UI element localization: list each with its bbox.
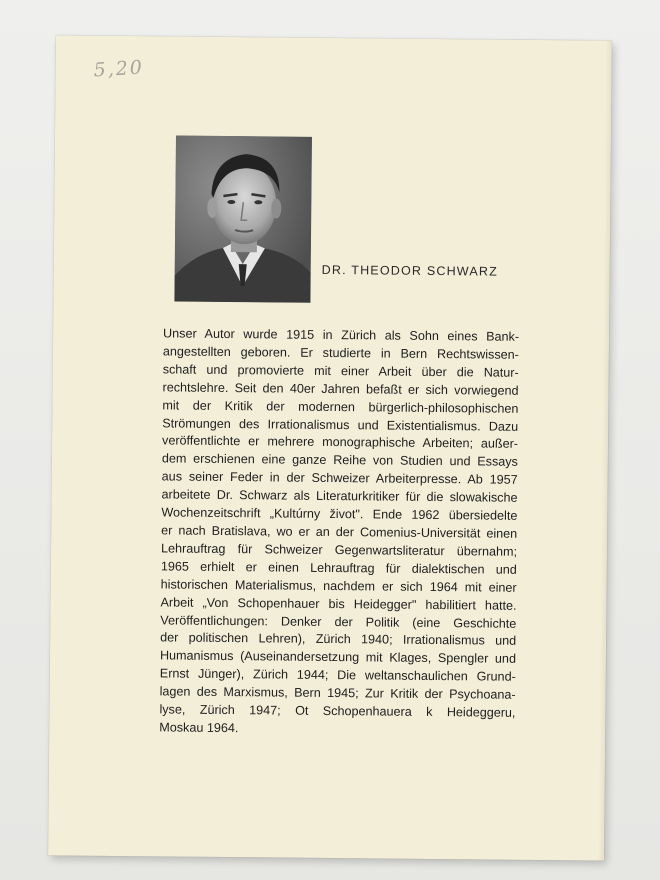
author-portrait-photo-icon bbox=[174, 136, 312, 303]
bio-line: Moskau 1964. bbox=[159, 720, 239, 736]
bio-line: Ernst Jünger), Zürich 1944; Die weltanschaulichen Grund- bbox=[159, 666, 516, 685]
bio-line: Arbeit „Von Schopenhauer bis Heidegger" habilitiert hatte. bbox=[160, 594, 517, 613]
bio-line: der politischen Lehren), Zürich 1940; Irrationalismus und bbox=[160, 630, 517, 649]
bio-line: historischen Materialismus, nachdem er sich 1964 mit einer bbox=[160, 577, 517, 595]
bio-line: 1965 erhielt er einen Lehrauftrag für dialektischen und bbox=[160, 559, 517, 577]
author-name: DR. THEODOR SCHWARZ bbox=[321, 262, 499, 279]
bio-line: aus seiner Feder in der Schweizer Arbeiterpresse. Ab 1957 bbox=[161, 469, 518, 488]
bio-line: Unser Autor wurde 1915 in Zürich als Sohn eines Bank- bbox=[163, 326, 520, 344]
book-back-cover bbox=[48, 35, 612, 860]
pencil-price-note: 5,20 bbox=[93, 56, 145, 82]
bio-line: arbeitete Dr. Schwarz als Literaturkritiker für die slowakische bbox=[161, 487, 518, 505]
author-portrait bbox=[174, 136, 312, 303]
bio-line: veröffentlichte er mehrere monographische Arbeiten; außer- bbox=[161, 433, 519, 452]
bio-line: angestellten geboren. Er studierte in Bern Rechtswissen- bbox=[162, 344, 519, 362]
bio-line: lyse, Zürich 1947; Ot Schopenhauera k Heideggeru, bbox=[159, 702, 516, 720]
bio-line: Wochenzeitschrift „Kultúrny život". Ende 1962 übersiedelte bbox=[161, 505, 518, 523]
bio-line: Veröffentlichungen: Denker der Politik (eine Geschichte bbox=[160, 612, 517, 631]
bio-line: Strömungen des Irrationalismus und Existentialismus. Dazu bbox=[162, 415, 519, 434]
bio-line: schaft und promovierte mit einer Arbeit über die Natur- bbox=[162, 362, 519, 380]
bio-line: lagen des Marxismus, Bern 1945; Zur Kritik der Psychoana- bbox=[159, 684, 516, 702]
bio-line: Lehrauftrag für Schweizer Gegenwartsliteratur übernahm; bbox=[160, 541, 518, 559]
author-biography bbox=[159, 325, 519, 740]
bio-line: dem erschienen eine ganze Reihe von Studien und Essays bbox=[161, 451, 518, 470]
bio-line: Humanismus (Auseinandersetzung mit Klages, Spengler und bbox=[159, 648, 517, 667]
bio-line: er nach Bratislava, wo er an der Comenius-Universität einen bbox=[161, 523, 518, 541]
bio-line: mit der Kritik der modernen bürgerlich-philosophischen bbox=[162, 398, 519, 416]
bio-line: rechtslehre. Seit den 40er Jahren befaßt er sich vorwiegend bbox=[162, 380, 519, 398]
